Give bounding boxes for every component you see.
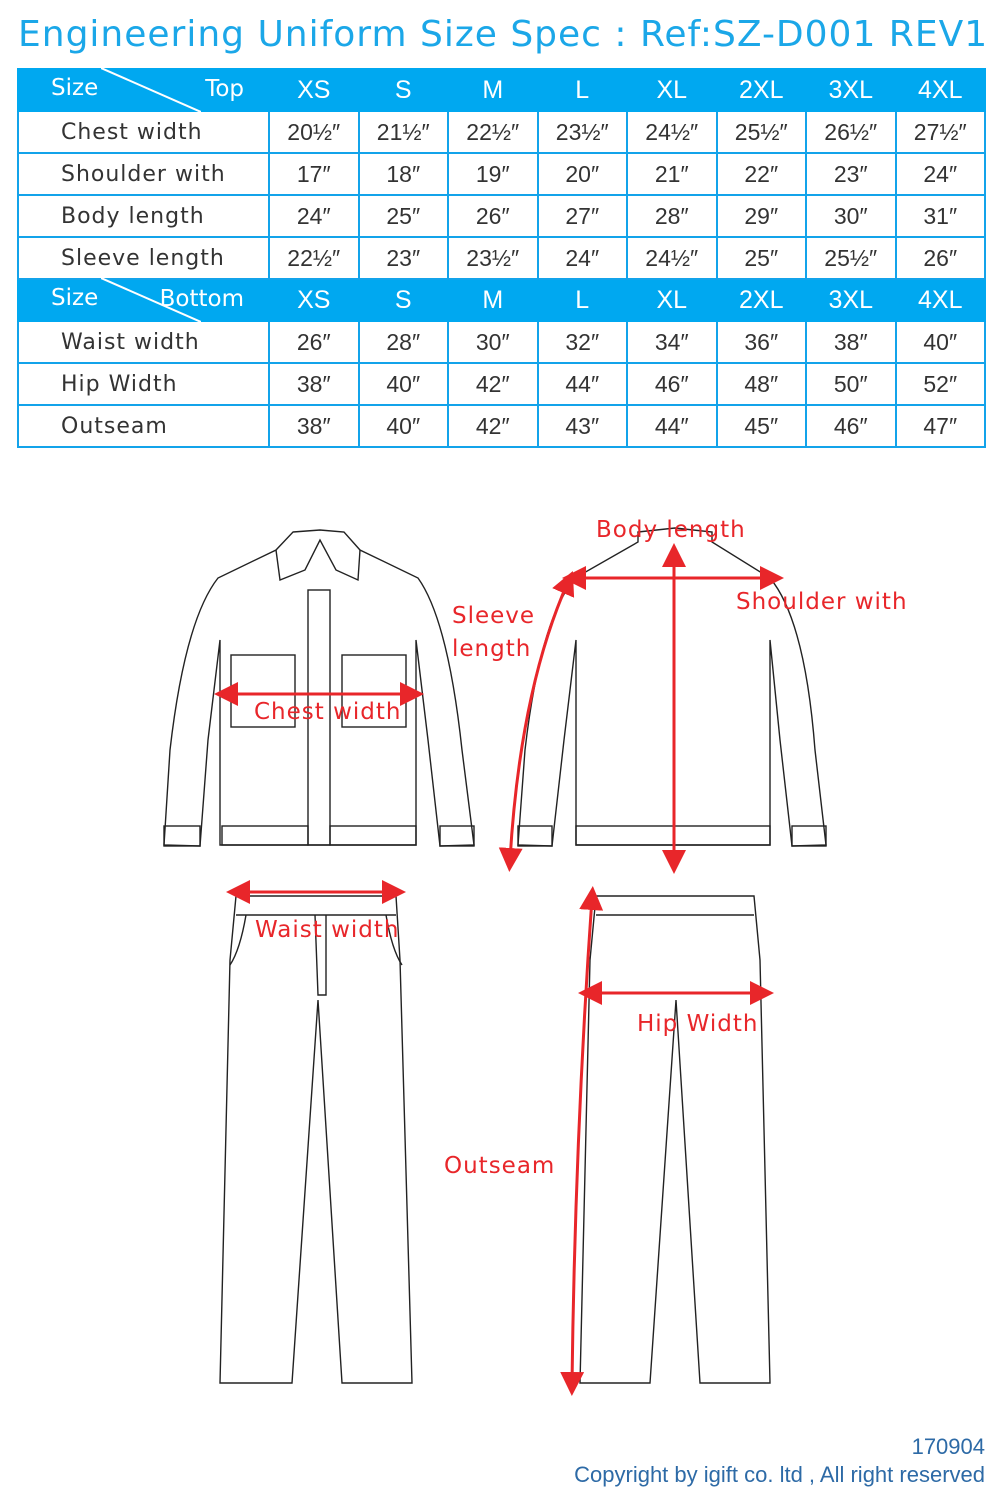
size-header-l: L [538, 69, 628, 111]
size-value-cell: 50″ [806, 363, 896, 405]
size-header-xl: XL [627, 279, 717, 321]
size-header-3xl: 3XL [806, 69, 896, 111]
corner-section-label: Top [205, 76, 244, 102]
table-row [18, 405, 985, 447]
size-value-cell: 25″ [717, 237, 807, 279]
size-value-cell: 29″ [717, 195, 807, 237]
size-value-cell: 24″ [538, 237, 628, 279]
pants-back [580, 896, 770, 1383]
corner-size-label: Size [51, 285, 99, 311]
size-value-cell: 42″ [448, 363, 538, 405]
size-value-cell: 36″ [717, 321, 807, 363]
body-length-label: Body length [596, 517, 746, 543]
sleeve-label-line2: length [452, 636, 532, 662]
size-value-cell: 25″ [359, 195, 449, 237]
size-value-cell: 27½″ [896, 111, 986, 153]
row-label: Chest width [18, 111, 269, 153]
table-row [18, 237, 985, 279]
size-value-cell: 23″ [359, 237, 449, 279]
size-value-cell: 31″ [896, 195, 986, 237]
corner-size-label: Size [51, 75, 99, 101]
page-title: Engineering Uniform Size Spec : Ref:SZ-D001 REV1 [18, 14, 989, 55]
jacket-front [164, 530, 474, 846]
row-label: Outseam [18, 405, 269, 447]
size-value-cell: 25½″ [806, 237, 896, 279]
corner-cell [18, 69, 269, 111]
size-value-cell: 19″ [448, 153, 538, 195]
size-value-cell: 40″ [896, 321, 986, 363]
size-value-cell: 22½″ [269, 237, 359, 279]
size-value-cell: 20½″ [269, 111, 359, 153]
size-value-cell: 26½″ [806, 111, 896, 153]
size-value-cell: 24″ [896, 153, 986, 195]
size-header-4xl: 4XL [896, 69, 986, 111]
size-value-cell: 23½″ [448, 237, 538, 279]
size-value-cell: 40″ [359, 405, 449, 447]
waist-width-label: Waist width [255, 917, 400, 943]
size-value-cell: 23″ [806, 153, 896, 195]
row-label: Body length [18, 195, 269, 237]
size-header-3xl: 3XL [806, 279, 896, 321]
bottom-header-row [18, 279, 985, 321]
top-header-row [18, 69, 985, 111]
size-value-cell: 21″ [627, 153, 717, 195]
hip-width-label: Hip Width [637, 1011, 759, 1037]
diagonal-divider [101, 68, 201, 112]
size-value-cell: 43″ [538, 405, 628, 447]
size-value-cell: 24½″ [627, 111, 717, 153]
size-header-xs: XS [269, 69, 359, 111]
size-header-2xl: 2XL [717, 279, 807, 321]
size-value-cell: 52″ [896, 363, 986, 405]
size-value-cell: 48″ [717, 363, 807, 405]
size-value-cell: 20″ [538, 153, 628, 195]
size-value-cell: 26″ [448, 195, 538, 237]
row-label: Hip Width [18, 363, 269, 405]
size-header-m: M [448, 279, 538, 321]
size-value-cell: 18″ [359, 153, 449, 195]
size-value-cell: 26″ [896, 237, 986, 279]
sleeve-label-line1: Sleeve [452, 603, 536, 629]
size-header-4xl: 4XL [896, 279, 986, 321]
corner-cell [18, 279, 269, 321]
size-header-s: S [359, 69, 449, 111]
size-value-cell: 44″ [627, 405, 717, 447]
size-spec-table [17, 68, 986, 448]
table-row [18, 111, 985, 153]
table-row [18, 195, 985, 237]
size-value-cell: 26″ [269, 321, 359, 363]
size-header-m: M [448, 69, 538, 111]
size-value-cell: 30″ [448, 321, 538, 363]
size-value-cell: 24½″ [627, 237, 717, 279]
size-value-cell: 46″ [806, 405, 896, 447]
size-value-cell: 40″ [359, 363, 449, 405]
shoulder-label: Shoulder with [736, 589, 908, 615]
size-header-l: L [538, 279, 628, 321]
size-value-cell: 17″ [269, 153, 359, 195]
size-header-2xl: 2XL [717, 69, 807, 111]
row-label: Waist width [18, 321, 269, 363]
size-value-cell: 27″ [538, 195, 628, 237]
corner-section-label: Bottom [159, 286, 244, 312]
size-value-cell: 34″ [627, 321, 717, 363]
size-value-cell: 38″ [269, 363, 359, 405]
size-header-xs: XS [269, 279, 359, 321]
size-value-cell: 32″ [538, 321, 628, 363]
size-value-cell: 38″ [806, 321, 896, 363]
size-value-cell: 44″ [538, 363, 628, 405]
size-value-cell: 38″ [269, 405, 359, 447]
size-value-cell: 23½″ [538, 111, 628, 153]
size-value-cell: 21½″ [359, 111, 449, 153]
size-value-cell: 25½″ [717, 111, 807, 153]
size-header-xl: XL [627, 69, 717, 111]
row-label: Shoulder with [18, 153, 269, 195]
table-row [18, 321, 985, 363]
size-value-cell: 22″ [717, 153, 807, 195]
copyright-text: Copyright by igift co. ltd , All right reserved [574, 1462, 985, 1487]
size-value-cell: 42″ [448, 405, 538, 447]
size-header-s: S [359, 279, 449, 321]
garment-diagram [0, 490, 1000, 1410]
jacket-back [518, 528, 826, 846]
size-value-cell: 47″ [896, 405, 986, 447]
size-value-cell: 45″ [717, 405, 807, 447]
chest-width-label: Chest width [254, 699, 402, 725]
size-value-cell: 24″ [269, 195, 359, 237]
size-value-cell: 30″ [806, 195, 896, 237]
document-code: 170904 [911, 1434, 985, 1459]
table-row [18, 363, 985, 405]
outseam-label: Outseam [444, 1153, 556, 1179]
size-value-cell: 46″ [627, 363, 717, 405]
pants-front [220, 896, 412, 1383]
size-value-cell: 22½″ [448, 111, 538, 153]
size-value-cell: 28″ [627, 195, 717, 237]
size-value-cell: 28″ [359, 321, 449, 363]
table-row [18, 153, 985, 195]
row-label: Sleeve length [18, 237, 269, 279]
